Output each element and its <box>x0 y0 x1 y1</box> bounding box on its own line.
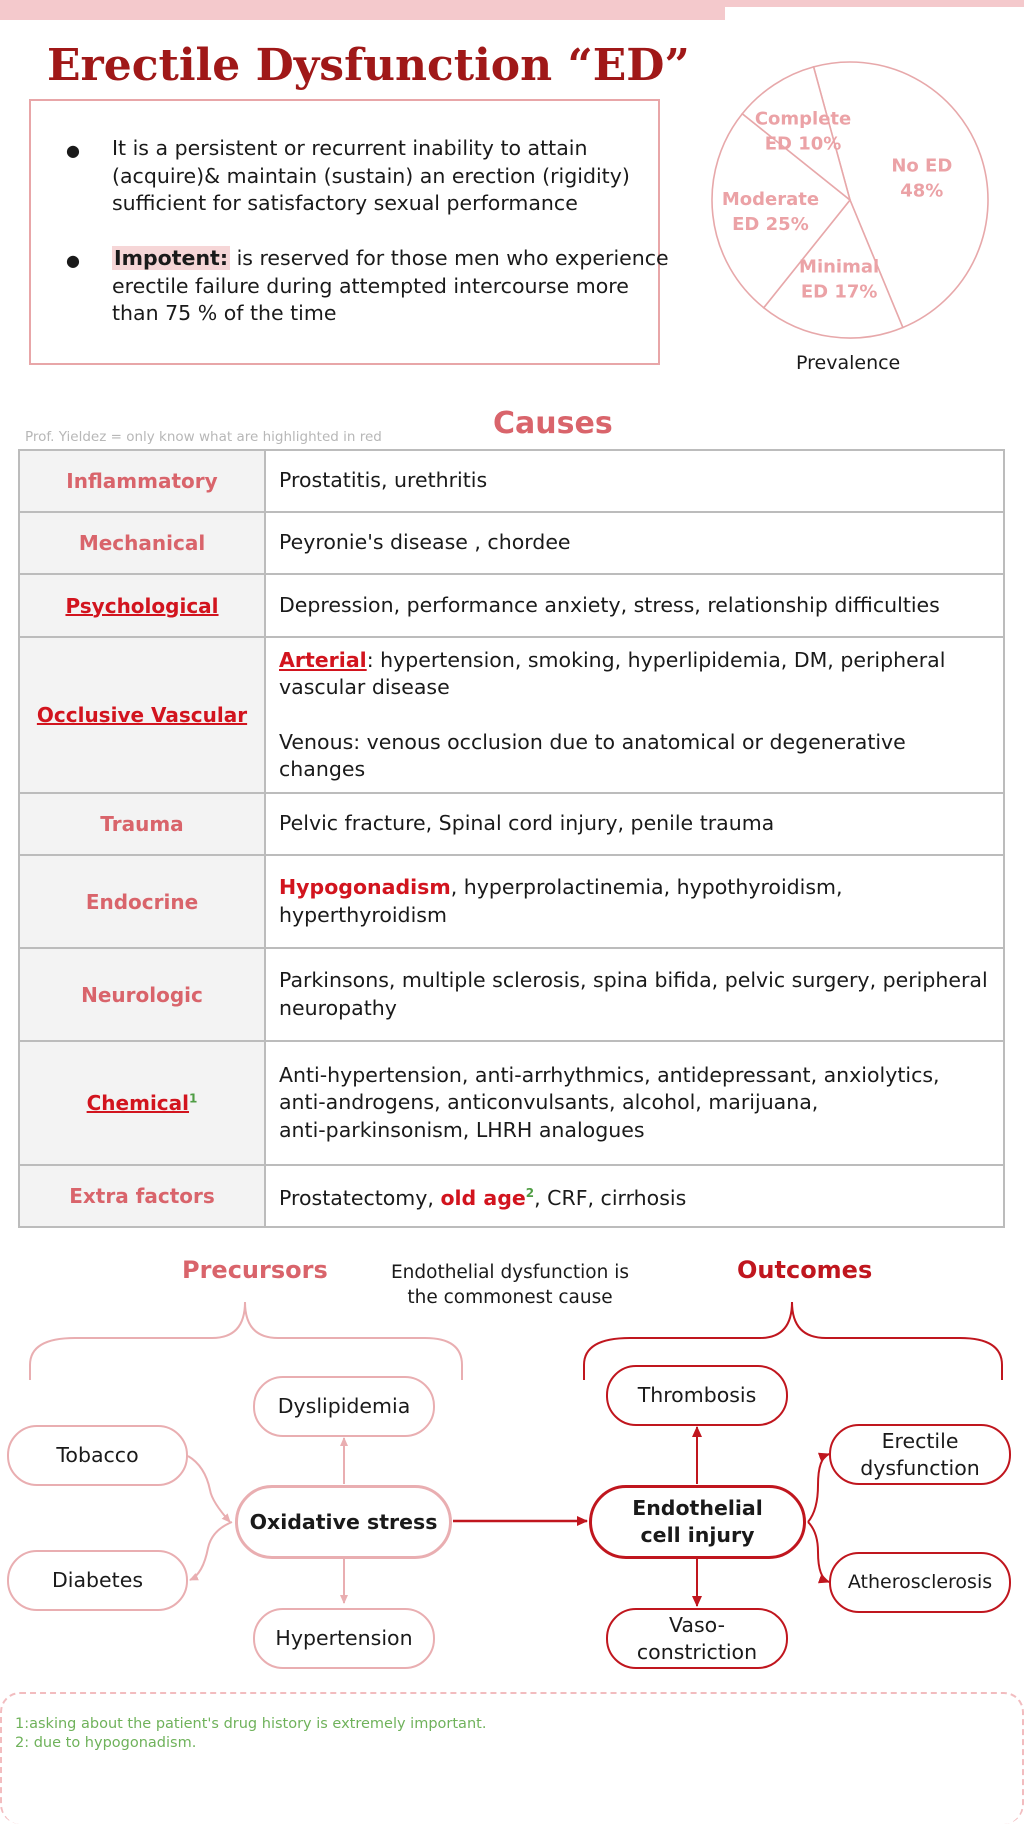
outcomes-heading: Outcomes <box>737 1256 873 1284</box>
arrow-endothelial-erectile <box>808 1454 829 1522</box>
chemical-line-2: anti-androgens, anticonvulsants, alcohol, marijuana, <box>279 1090 819 1115</box>
desc-endocrine <box>265 855 1004 948</box>
arterial-line <box>279 647 991 702</box>
pie-slice-label: Complete <box>754 108 852 130</box>
causes-heading: Causes <box>493 406 613 441</box>
desc-inflammatory: Prostatitis, urethritis <box>265 450 1004 512</box>
arterial-text: : hypertension, smoking, hyperlipidemia, DM, peripheral vascular disease <box>279 647 946 699</box>
category-trauma: Trauma <box>19 793 265 855</box>
category-vascular-label: Occlusive Vascular <box>36 703 248 727</box>
table-row <box>19 855 1004 948</box>
node-dyslipidemia: Dyslipidemia <box>253 1376 435 1437</box>
table-row <box>19 793 1004 855</box>
arterial-term: Arterial <box>279 647 367 672</box>
desc-vascular <box>265 637 1004 793</box>
pie-slice-label: No ED <box>891 155 953 177</box>
desc-neurologic: Parkinsons, multiple sclerosis, spina bifida, pelvic surgery, peripheral neuropathy <box>265 948 1004 1041</box>
pie-chart-title: Prevalence <box>796 352 901 374</box>
causes-table <box>18 449 1005 1228</box>
desc-extra <box>265 1165 1004 1227</box>
hypogonadism-term: Hypogonadism <box>279 875 451 899</box>
pie-slice-label: Moderate <box>721 188 820 210</box>
extra-pre: Prostatectomy, <box>279 1185 441 1210</box>
pie-slice-label: Minimal <box>799 256 880 278</box>
table-row <box>19 574 1004 637</box>
prevalence-pie-chart <box>694 40 1006 352</box>
node-endothelial-injury: Endothelial cell injury <box>589 1485 806 1559</box>
pie-slice-label: 48% <box>900 180 944 202</box>
table-row <box>19 1041 1004 1165</box>
node-erectile-dysfunction: Erectile dysfunction <box>829 1424 1011 1485</box>
bullet-icon: ● <box>66 251 80 270</box>
arrow-endothelial-atherosclerosis <box>808 1522 829 1582</box>
old-age-term: old age <box>440 1185 526 1210</box>
category-endocrine: Endocrine <box>19 855 265 948</box>
header-band-thin <box>725 0 1024 7</box>
node-hypertension: Hypertension <box>253 1608 435 1669</box>
table-row <box>19 1165 1004 1227</box>
chemical-line-3: anti-parkinsonism, LHRH analogues <box>279 1117 645 1142</box>
category-psychological-label: Psychological <box>65 593 219 618</box>
footnote-ref-1: 1 <box>189 1091 198 1106</box>
page-title: Erectile Dysfunction “ED” <box>47 40 690 91</box>
node-oxidative-stress: Oxidative stress <box>235 1485 452 1559</box>
footnote-ref-2: 2 <box>525 1185 535 1200</box>
impotent-text: is reserved for those men who experience erectile failure during attempted intercourse more than 75 % of the time <box>112 246 669 325</box>
precursors-brace <box>30 1302 462 1380</box>
extra-post: , CRF, cirrhosis <box>534 1185 687 1210</box>
header-band <box>0 0 725 20</box>
precursors-heading: Precursors <box>182 1256 328 1284</box>
category-vascular <box>19 637 265 793</box>
endothelial-note: Endothelial dysfunction is the commonest cause <box>390 1262 630 1308</box>
professor-note: Prof. Yieldez = only know what are highlighted in red <box>25 429 382 445</box>
venous-line: Venous: venous occlusion due to anatomical or degenerative changes <box>279 729 906 781</box>
pie-slice-label: ED 10% <box>764 133 842 155</box>
endocrine-text: , hyperprolactinemia, hypothyroidism, hyperthyroidism <box>279 875 843 927</box>
node-vasoconstriction: Vaso-constriction <box>606 1608 788 1669</box>
footnotes-box <box>0 1692 1024 1824</box>
node-atherosclerosis: Atherosclerosis <box>829 1552 1011 1613</box>
category-mechanical: Mechanical <box>19 512 265 574</box>
node-tobacco: Tobacco <box>7 1425 188 1486</box>
definition-text: It is a persistent or recurrent inability to attain (acquire)& maintain (sustain) an erection (rigidity) sufficient for satisfactory sexual performance <box>112 136 630 215</box>
category-chemical <box>19 1041 265 1165</box>
footnote-2: 2: due to hypogonadism. <box>15 1735 197 1751</box>
pie-slice-label: ED 25% <box>732 213 809 235</box>
desc-chemical <box>265 1041 1004 1165</box>
desc-mechanical: Peyronie's disease , chordee <box>265 512 1004 574</box>
category-chemical-label: Chemical <box>86 1091 190 1115</box>
chemical-line-1: Anti-hypertension, anti-arrhythmics, antidepressant, anxiolytics, <box>279 1062 940 1087</box>
table-row <box>19 637 1004 793</box>
arrow-tobacco-oxidative <box>188 1456 230 1522</box>
desc-psychological: Depression, performance anxiety, stress, relationship difficulties <box>265 574 1004 637</box>
category-extra: Extra factors <box>19 1165 265 1227</box>
node-thrombosis: Thrombosis <box>606 1365 788 1426</box>
footnote-1: 1:asking about the patient's drug history is extremely important. <box>15 1716 487 1732</box>
category-inflammatory: Inflammatory <box>19 450 265 512</box>
pathophysiology-diagram <box>0 1240 1024 1670</box>
desc-trauma: Pelvic fracture, Spinal cord injury, penile trauma <box>265 793 1004 855</box>
pie-slice-label: ED 17% <box>800 281 878 303</box>
bullet-icon: ● <box>66 141 80 160</box>
arrow-oxidative-diabetes <box>190 1522 232 1580</box>
impotent-definition <box>112 245 672 328</box>
definition-box <box>29 99 669 365</box>
impotent-term: Impotent: <box>114 246 229 270</box>
node-diabetes: Diabetes <box>7 1550 188 1611</box>
table-row <box>19 450 1004 512</box>
category-psychological <box>19 574 265 637</box>
table-row <box>19 948 1004 1041</box>
table-row <box>19 512 1004 574</box>
category-neurologic: Neurologic <box>19 948 265 1041</box>
